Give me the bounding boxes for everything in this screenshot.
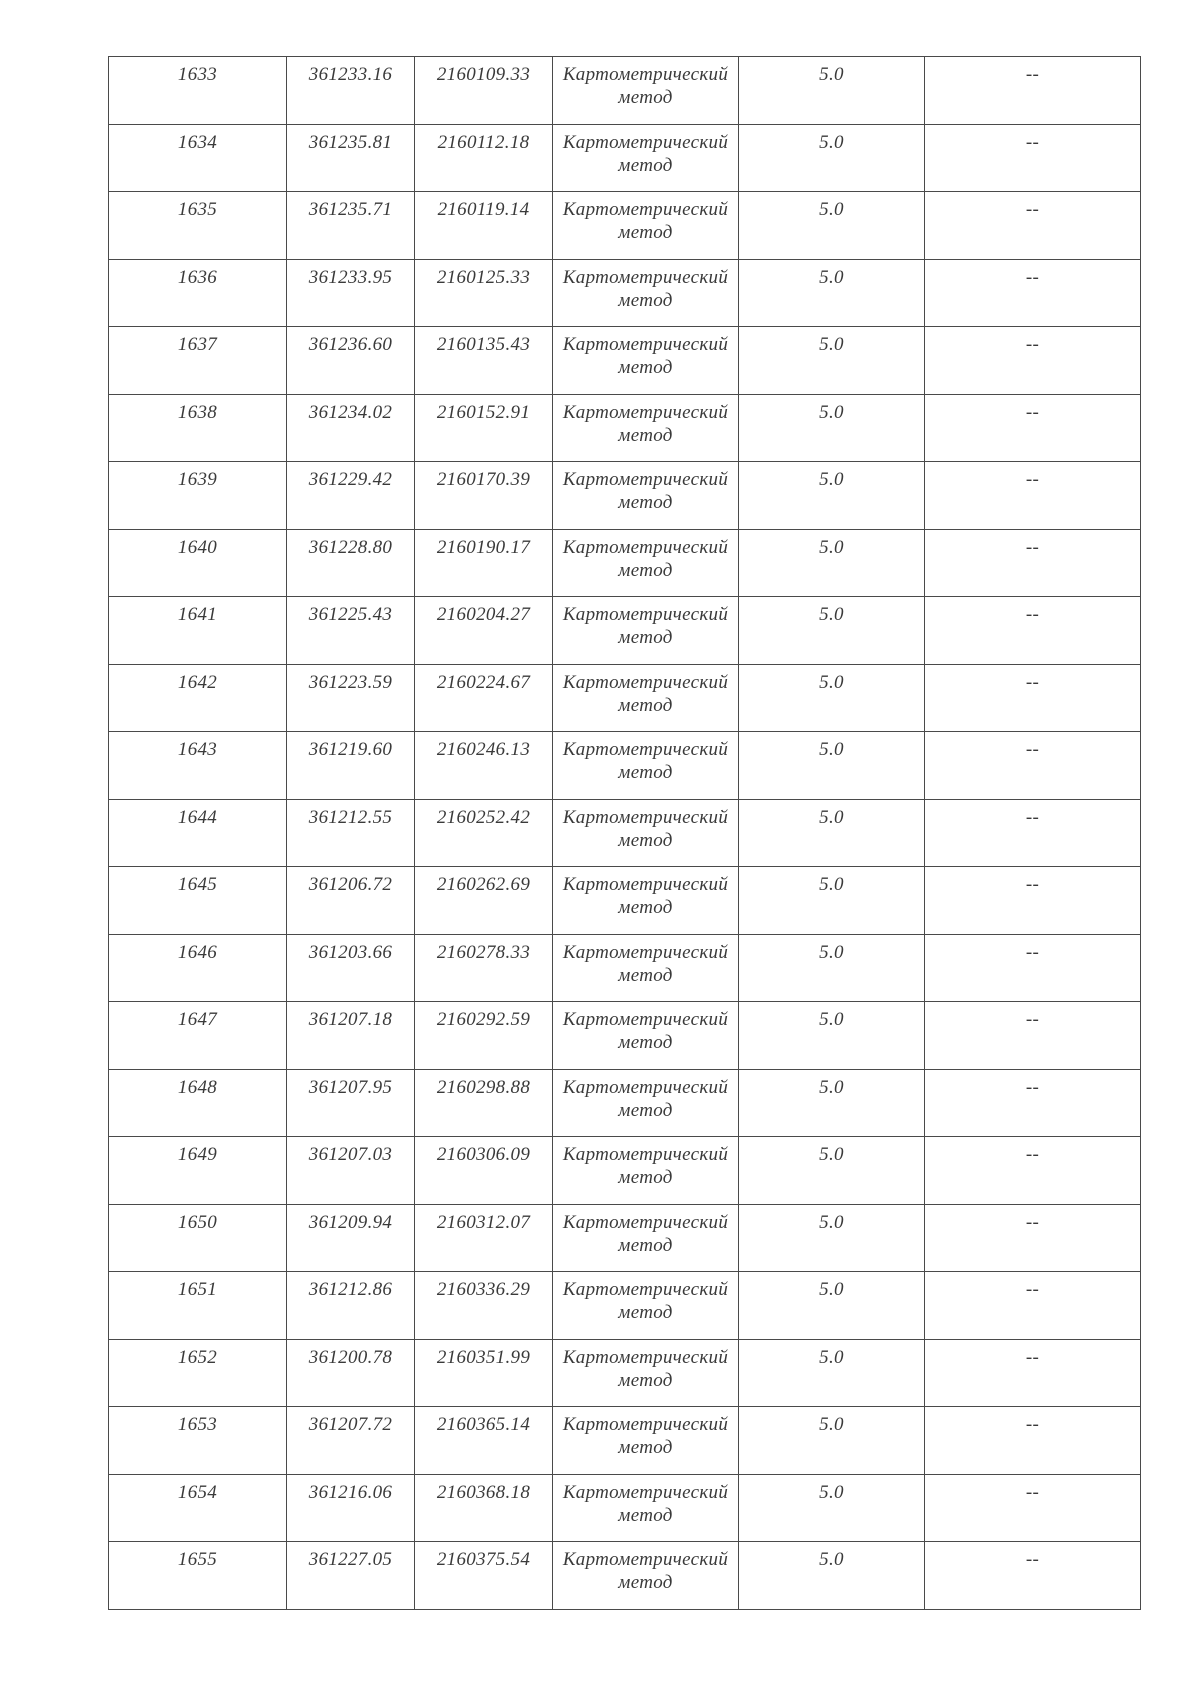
x-coordinate-cell: 361216.06 bbox=[287, 1474, 415, 1542]
method-cell: Картометрический метод bbox=[553, 1474, 739, 1542]
y-coordinate-cell: 2160246.13 bbox=[415, 732, 553, 800]
point-number-cell: 1655 bbox=[109, 1542, 287, 1610]
x-coordinate-cell: 361234.02 bbox=[287, 394, 415, 462]
x-coordinate-cell: 361207.18 bbox=[287, 1002, 415, 1070]
method-cell: Картометрический метод bbox=[553, 259, 739, 327]
y-coordinate-cell: 2160170.39 bbox=[415, 462, 553, 530]
x-coordinate-cell: 361219.60 bbox=[287, 732, 415, 800]
point-number-cell: 1649 bbox=[109, 1137, 287, 1205]
y-coordinate-cell: 2160190.17 bbox=[415, 529, 553, 597]
table-row bbox=[109, 1069, 1141, 1137]
point-number-cell: 1650 bbox=[109, 1204, 287, 1272]
y-coordinate-cell: 2160298.88 bbox=[415, 1069, 553, 1137]
x-coordinate-cell: 361212.55 bbox=[287, 799, 415, 867]
y-coordinate-cell: 2160278.33 bbox=[415, 934, 553, 1002]
accuracy-cell: 5.0 bbox=[739, 732, 925, 800]
method-cell: Картометрический метод bbox=[553, 1272, 739, 1340]
note-cell: -- bbox=[925, 1204, 1141, 1272]
table-row bbox=[109, 1272, 1141, 1340]
x-coordinate-cell: 361233.16 bbox=[287, 57, 415, 125]
method-cell: Картометрический метод bbox=[553, 57, 739, 125]
note-cell: -- bbox=[925, 1002, 1141, 1070]
x-coordinate-cell: 361235.71 bbox=[287, 192, 415, 260]
y-coordinate-cell: 2160365.14 bbox=[415, 1407, 553, 1475]
point-number-cell: 1647 bbox=[109, 1002, 287, 1070]
point-number-cell: 1653 bbox=[109, 1407, 287, 1475]
x-coordinate-cell: 361233.95 bbox=[287, 259, 415, 327]
accuracy-cell: 5.0 bbox=[739, 462, 925, 530]
point-number-cell: 1634 bbox=[109, 124, 287, 192]
accuracy-cell: 5.0 bbox=[739, 799, 925, 867]
note-cell: -- bbox=[925, 664, 1141, 732]
accuracy-cell: 5.0 bbox=[739, 192, 925, 260]
method-cell: Картометрический метод bbox=[553, 124, 739, 192]
y-coordinate-cell: 2160312.07 bbox=[415, 1204, 553, 1272]
table-row bbox=[109, 1339, 1141, 1407]
x-coordinate-cell: 361225.43 bbox=[287, 597, 415, 665]
x-coordinate-cell: 361209.94 bbox=[287, 1204, 415, 1272]
note-cell: -- bbox=[925, 1407, 1141, 1475]
y-coordinate-cell: 2160368.18 bbox=[415, 1474, 553, 1542]
table-row bbox=[109, 327, 1141, 395]
table-row bbox=[109, 1204, 1141, 1272]
point-number-cell: 1635 bbox=[109, 192, 287, 260]
method-cell: Картометрический метод bbox=[553, 597, 739, 665]
point-number-cell: 1640 bbox=[109, 529, 287, 597]
accuracy-cell: 5.0 bbox=[739, 1474, 925, 1542]
coordinates-table bbox=[108, 56, 1141, 1610]
method-cell: Картометрический метод bbox=[553, 732, 739, 800]
table-row bbox=[109, 1542, 1141, 1610]
x-coordinate-cell: 361223.59 bbox=[287, 664, 415, 732]
y-coordinate-cell: 2160135.43 bbox=[415, 327, 553, 395]
x-coordinate-cell: 361236.60 bbox=[287, 327, 415, 395]
x-coordinate-cell: 361200.78 bbox=[287, 1339, 415, 1407]
x-coordinate-cell: 361207.72 bbox=[287, 1407, 415, 1475]
method-cell: Картометрический метод bbox=[553, 462, 739, 530]
point-number-cell: 1638 bbox=[109, 394, 287, 462]
table-row bbox=[109, 934, 1141, 1002]
note-cell: -- bbox=[925, 1272, 1141, 1340]
method-cell: Картометрический метод bbox=[553, 799, 739, 867]
table-row bbox=[109, 259, 1141, 327]
note-cell: -- bbox=[925, 124, 1141, 192]
method-cell: Картометрический метод bbox=[553, 529, 739, 597]
x-coordinate-cell: 361229.42 bbox=[287, 462, 415, 530]
accuracy-cell: 5.0 bbox=[739, 597, 925, 665]
note-cell: -- bbox=[925, 799, 1141, 867]
table-row bbox=[109, 1474, 1141, 1542]
note-cell: -- bbox=[925, 867, 1141, 935]
note-cell: -- bbox=[925, 57, 1141, 125]
y-coordinate-cell: 2160109.33 bbox=[415, 57, 553, 125]
note-cell: -- bbox=[925, 462, 1141, 530]
point-number-cell: 1645 bbox=[109, 867, 287, 935]
x-coordinate-cell: 361206.72 bbox=[287, 867, 415, 935]
x-coordinate-cell: 361203.66 bbox=[287, 934, 415, 1002]
y-coordinate-cell: 2160224.67 bbox=[415, 664, 553, 732]
x-coordinate-cell: 361207.95 bbox=[287, 1069, 415, 1137]
table-row bbox=[109, 867, 1141, 935]
y-coordinate-cell: 2160292.59 bbox=[415, 1002, 553, 1070]
method-cell: Картометрический метод bbox=[553, 1002, 739, 1070]
accuracy-cell: 5.0 bbox=[739, 1204, 925, 1272]
method-cell: Картометрический метод bbox=[553, 192, 739, 260]
point-number-cell: 1652 bbox=[109, 1339, 287, 1407]
point-number-cell: 1639 bbox=[109, 462, 287, 530]
table-row bbox=[109, 124, 1141, 192]
method-cell: Картометрический метод bbox=[553, 934, 739, 1002]
point-number-cell: 1637 bbox=[109, 327, 287, 395]
note-cell: -- bbox=[925, 1474, 1141, 1542]
x-coordinate-cell: 361212.86 bbox=[287, 1272, 415, 1340]
y-coordinate-cell: 2160125.33 bbox=[415, 259, 553, 327]
accuracy-cell: 5.0 bbox=[739, 1137, 925, 1205]
point-number-cell: 1654 bbox=[109, 1474, 287, 1542]
method-cell: Картометрический метод bbox=[553, 867, 739, 935]
point-number-cell: 1646 bbox=[109, 934, 287, 1002]
accuracy-cell: 5.0 bbox=[739, 1542, 925, 1610]
note-cell: -- bbox=[925, 259, 1141, 327]
note-cell: -- bbox=[925, 1339, 1141, 1407]
point-number-cell: 1642 bbox=[109, 664, 287, 732]
point-number-cell: 1644 bbox=[109, 799, 287, 867]
note-cell: -- bbox=[925, 1542, 1141, 1610]
accuracy-cell: 5.0 bbox=[739, 529, 925, 597]
method-cell: Картометрический метод bbox=[553, 1204, 739, 1272]
y-coordinate-cell: 2160262.69 bbox=[415, 867, 553, 935]
accuracy-cell: 5.0 bbox=[739, 57, 925, 125]
point-number-cell: 1636 bbox=[109, 259, 287, 327]
method-cell: Картометрический метод bbox=[553, 1542, 739, 1610]
note-cell: -- bbox=[925, 192, 1141, 260]
table-row bbox=[109, 462, 1141, 530]
table-row bbox=[109, 192, 1141, 260]
table-row bbox=[109, 1002, 1141, 1070]
y-coordinate-cell: 2160252.42 bbox=[415, 799, 553, 867]
note-cell: -- bbox=[925, 597, 1141, 665]
x-coordinate-cell: 361227.05 bbox=[287, 1542, 415, 1610]
point-number-cell: 1648 bbox=[109, 1069, 287, 1137]
note-cell: -- bbox=[925, 529, 1141, 597]
accuracy-cell: 5.0 bbox=[739, 664, 925, 732]
method-cell: Картометрический метод bbox=[553, 1407, 739, 1475]
y-coordinate-cell: 2160336.29 bbox=[415, 1272, 553, 1340]
note-cell: -- bbox=[925, 327, 1141, 395]
table-row bbox=[109, 1137, 1141, 1205]
table-row bbox=[109, 394, 1141, 462]
accuracy-cell: 5.0 bbox=[739, 867, 925, 935]
method-cell: Картометрический метод bbox=[553, 327, 739, 395]
y-coordinate-cell: 2160112.18 bbox=[415, 124, 553, 192]
table-row bbox=[109, 664, 1141, 732]
method-cell: Картометрический метод bbox=[553, 1137, 739, 1205]
accuracy-cell: 5.0 bbox=[739, 1002, 925, 1070]
x-coordinate-cell: 361228.80 bbox=[287, 529, 415, 597]
method-cell: Картометрический метод bbox=[553, 394, 739, 462]
table-row bbox=[109, 799, 1141, 867]
accuracy-cell: 5.0 bbox=[739, 259, 925, 327]
note-cell: -- bbox=[925, 1137, 1141, 1205]
accuracy-cell: 5.0 bbox=[739, 1407, 925, 1475]
y-coordinate-cell: 2160351.99 bbox=[415, 1339, 553, 1407]
accuracy-cell: 5.0 bbox=[739, 934, 925, 1002]
y-coordinate-cell: 2160204.27 bbox=[415, 597, 553, 665]
table-row bbox=[109, 597, 1141, 665]
method-cell: Картометрический метод bbox=[553, 1339, 739, 1407]
accuracy-cell: 5.0 bbox=[739, 1069, 925, 1137]
y-coordinate-cell: 2160375.54 bbox=[415, 1542, 553, 1610]
table-row bbox=[109, 1407, 1141, 1475]
accuracy-cell: 5.0 bbox=[739, 124, 925, 192]
table-body bbox=[109, 57, 1141, 1610]
point-number-cell: 1651 bbox=[109, 1272, 287, 1340]
accuracy-cell: 5.0 bbox=[739, 1339, 925, 1407]
point-number-cell: 1643 bbox=[109, 732, 287, 800]
note-cell: -- bbox=[925, 732, 1141, 800]
note-cell: -- bbox=[925, 934, 1141, 1002]
point-number-cell: 1633 bbox=[109, 57, 287, 125]
table-row bbox=[109, 529, 1141, 597]
y-coordinate-cell: 2160119.14 bbox=[415, 192, 553, 260]
table-row bbox=[109, 57, 1141, 125]
accuracy-cell: 5.0 bbox=[739, 394, 925, 462]
x-coordinate-cell: 361235.81 bbox=[287, 124, 415, 192]
accuracy-cell: 5.0 bbox=[739, 327, 925, 395]
y-coordinate-cell: 2160306.09 bbox=[415, 1137, 553, 1205]
y-coordinate-cell: 2160152.91 bbox=[415, 394, 553, 462]
method-cell: Картометрический метод bbox=[553, 1069, 739, 1137]
method-cell: Картометрический метод bbox=[553, 664, 739, 732]
point-number-cell: 1641 bbox=[109, 597, 287, 665]
x-coordinate-cell: 361207.03 bbox=[287, 1137, 415, 1205]
note-cell: -- bbox=[925, 1069, 1141, 1137]
table-row bbox=[109, 732, 1141, 800]
note-cell: -- bbox=[925, 394, 1141, 462]
accuracy-cell: 5.0 bbox=[739, 1272, 925, 1340]
